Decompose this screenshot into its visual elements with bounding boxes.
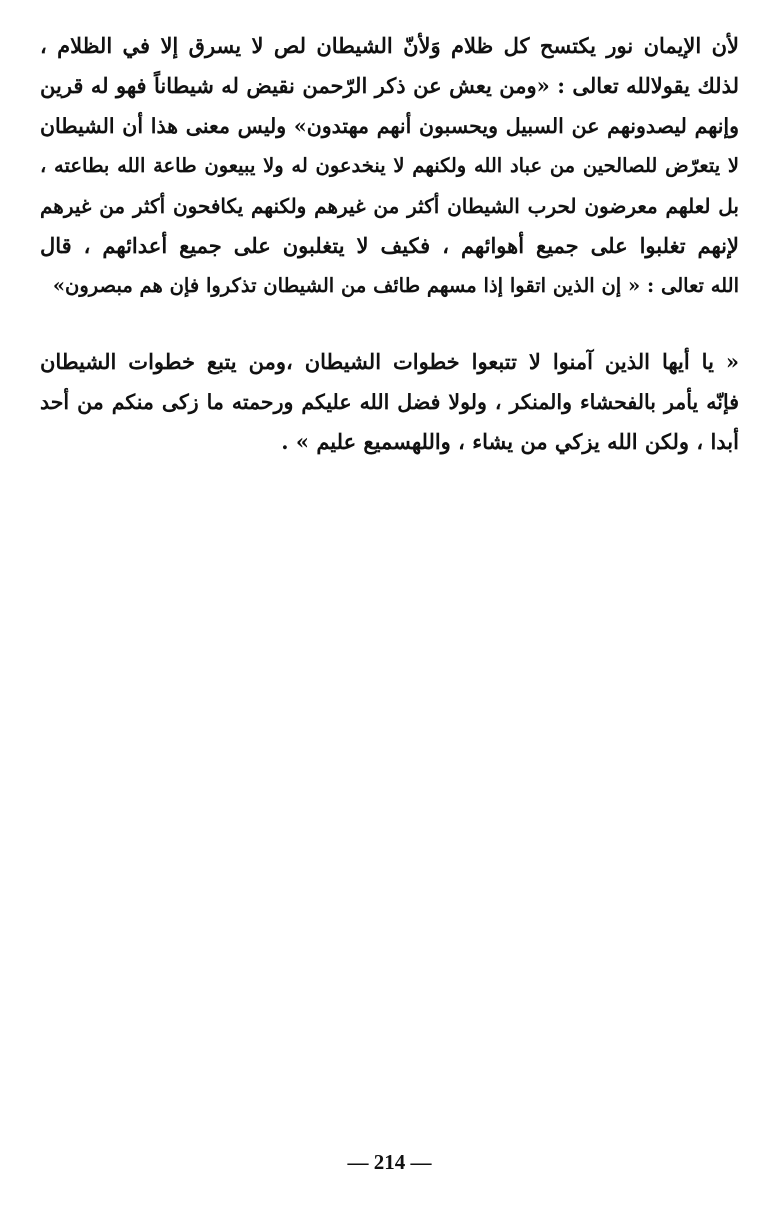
text-line: لا يتعرّض للصالحين من عباد الله ولكنهم لا ينخدعون له ولا يبيعون طاعة الله بطاعته ،: [40, 154, 739, 177]
paragraph-1: [40, 26, 739, 306]
text-line: فإنّه يأمر بالفحشاء والمنكر ، ولولا فضل الله عليكم ورحمته ما زكى منكم من أحد: [40, 390, 739, 414]
text-line: لذلك يقولالله تعالى : «ومن يعش عن ذكر الرّحمن نقيض له شيطاناً فهو له قرين: [40, 73, 739, 98]
paragraph-2: [40, 342, 739, 462]
text-line: أبدا ، ولكن الله يزكي من يشاء ، واللهسميع عليم » .: [281, 429, 739, 454]
text-line: الله تعالى : « إن الذين اتقوا إذا مسهم طائف من الشيطان تذكروا فإن هم مبصرون»: [52, 274, 739, 297]
text-line: وإنهم ليصدونهم عن السبيل ويحسبون أنهم مهتدون» وليس معنى هذا أن الشيطان: [40, 114, 739, 138]
text-line: لإنهم تغلبوا على جميع أهوائهم ، فكيف لا يتغلبون على جميع أعدائهم ، قال: [40, 233, 739, 258]
text-line: لأن الإيمان نور يكتسح كل ظلام وَلأنّ الشيطان لص لا يسرق إلا في الظلام ،: [40, 33, 739, 58]
text-line: بل لعلهم معرضون لحرب الشيطان أكثر من غيرهم ولكنهم يكافحون أكثر من غيرهم: [40, 194, 739, 218]
text-line: « يا أيها الذين آمنوا لا تتبعوا خطوات الشيطان ،ومن يتبع خطوات الشيطان: [40, 349, 739, 374]
page-number: — 214 —: [347, 1150, 432, 1174]
